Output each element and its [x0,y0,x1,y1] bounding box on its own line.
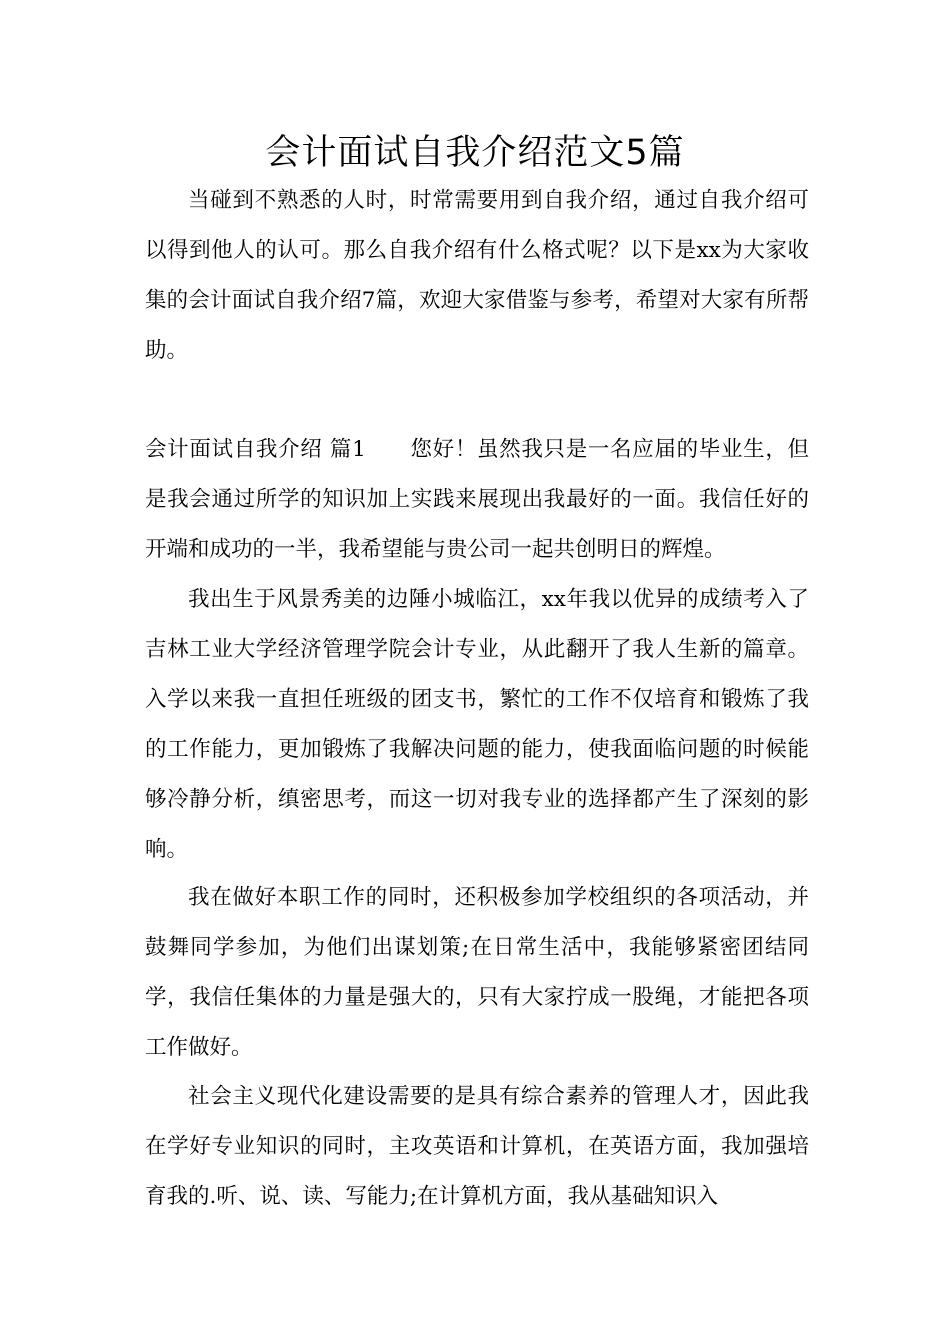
section-lead-text: 您好！虽然我只是一名应届的毕业生，但是我会通过所学的知识加上实践来展现出我最好的一面。我信任好的开端和成功的一半，我希望能与贵公司一起共创明日的辉煌。 [145,437,809,562]
body-paragraph-3: 社会主义现代化建设需要的是具有综合素养的管理人才，因此我在学好专业知识的同时，主攻英语和计算机，在英语方面，我加强培育我的.听、说、读、写能力;在计算机方面，我从基础知识入 [145,1084,809,1209]
document-title: 会计面试自我介绍范文5篇 [265,133,685,173]
body-paragraph-1: 我出生于风景秀美的边陲小城临江，xx年我以优异的成绩考入了吉林工业大学经济管理学院会计专业，从此翻开了我人生新的篇章。入学以来我一直担任班级的团支书，繁忙的工作不仅培育和锻炼了我的工作能力，更加锻炼了我解决问题的能力，使我面临问题的时候能够冷静分析，缜密思考，而这一切对我专业的选择都产生了深刻的影响。 [145,587,809,862]
section-heading: 会计面试自我介绍 篇1 [145,437,366,462]
intro-paragraph: 当碰到不熟悉的人时，时常需要用到自我介绍，通过自我介绍可以得到他人的认可。那么自我介绍有什么格式呢？以下是xx为大家收集的会计面试自我介绍7篇，欢迎大家借鉴与参考，希望对大家有所帮助。 [145,188,809,363]
section-first-paragraph [145,425,809,575]
body-paragraph-2: 我在做好本职工作的同时，还积极参加学校组织的各项活动，并鼓舞同学参加，为他们出谋划策;在日常生活中，我能够紧密团结同学，我信任集体的力量是强大的，只有大家拧成一股绳，才能把各项工作做好。 [145,885,809,1060]
